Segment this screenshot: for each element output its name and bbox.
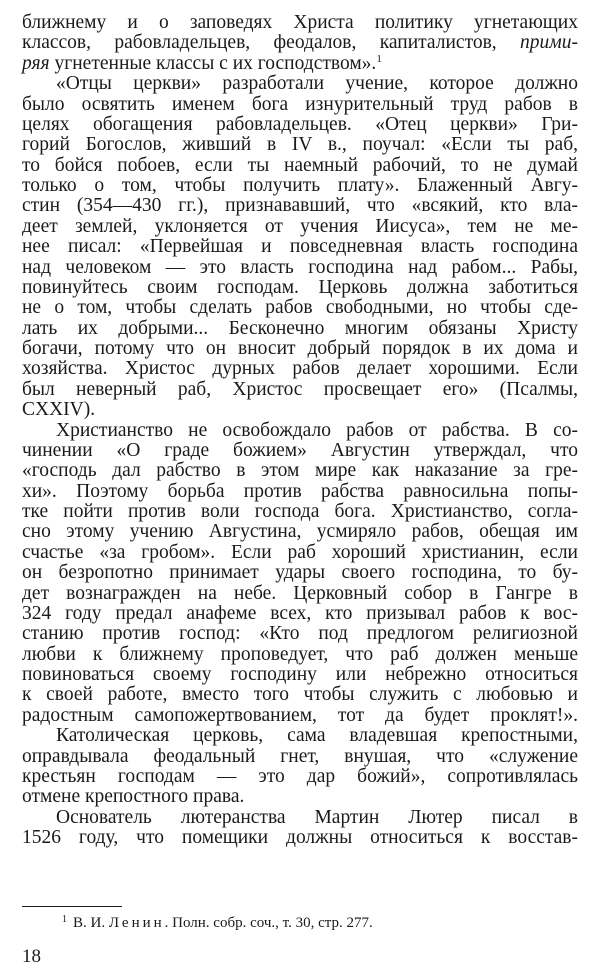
footnote-author-initials: В. И.: [73, 915, 109, 931]
text-line: чинении «О граде божием» Августин утверждал, что: [22, 439, 578, 461]
text-line: не о том, чтобы сделать рабов свободными, но чтобы сде-: [22, 297, 578, 319]
paragraph-start-line: Основатель лютеранства Мартин Лютер писал в: [56, 806, 578, 828]
text-line: к своей работе, вместо того чтобы служить с любовью и: [22, 684, 578, 706]
text-line: ближнему и о заповедях Христа политику угнетающих: [22, 12, 578, 33]
text-line: нее писал: «Первейшая и повседневная власть господина: [22, 236, 578, 258]
text-line: лать их добрыми... Бесконечно многим обязаны Христу: [22, 317, 578, 339]
footnote: [62, 914, 373, 932]
footnote-citation: . Полн. собр. соч., т. 30, стр. 277.: [164, 915, 373, 931]
text-line: отмене крепостного права.: [22, 786, 245, 808]
text-line: 324 году предал анафеме всех, кто призывал рабов к вос-: [22, 602, 578, 624]
text-line: станию против господ: «Кто под предлогом религиозной: [22, 623, 578, 645]
text-line: крестьян господам — это дар божий», сопротивлялась: [22, 765, 578, 787]
paragraph-start-line: «Отцы церкви» разработали учение, которое должно: [56, 73, 578, 95]
text-line: радостным самопожертвованием, тот да будет проклят!».: [22, 704, 578, 726]
paragraph-start-line: Христианство не освобождало рабов от рабства. В со-: [56, 419, 578, 441]
text-line: классов, рабовладельцев, феодалов, капиталистов, прими-: [22, 32, 578, 54]
italic-text: прими-: [520, 32, 578, 54]
text-line: он безропотно принимает удары своего господина, то бу-: [22, 562, 578, 584]
text-line: то бойся побоев, если ты наемный рабочий, то не думай: [22, 154, 578, 176]
text-line: было освятить именем бога изнурительный труд рабов в: [22, 93, 578, 115]
text-line: CXXIV).: [22, 399, 96, 421]
text-line: деет землей, уклоняется от учения Иисуса», тем не ме-: [22, 215, 578, 237]
text-line: богачи, потому что он вносит добрый порядок в их дома и: [22, 338, 578, 359]
text-line: повинуйтесь своим господам. Церковь должна заботиться: [22, 276, 578, 298]
text-line: только о том, чтобы получить плату». Блаженный Авгу-: [22, 175, 578, 196]
body-text: [22, 13, 578, 848]
text-line: ряя угнетенные классы с их господством».$^1$: [22, 52, 382, 74]
footnote-marker: 1: [62, 914, 67, 925]
text-line: хи». Поэтому борьба против рабства равносильна попы-: [22, 480, 578, 502]
text-line: оправдывала феодальный гнет, внушая, что «служение: [22, 745, 578, 767]
text-line: любви к ближнему проповедует, что раб должен меньше: [22, 643, 578, 665]
italic-text: ряя: [22, 52, 50, 74]
footnote-divider: [22, 906, 122, 907]
page-number: 18: [22, 946, 41, 967]
text-line: хозяйства. Христос дурных рабов делает хорошими. Если: [22, 358, 578, 380]
footnote-author-name: Ленин: [108, 915, 165, 931]
text-line: стин (354—430 гг.), признававший, что «всякий, кто вла-: [22, 195, 578, 217]
text-line: счастье «за гробом». Если раб хороший христианин, если: [22, 541, 578, 563]
text-line: дет вознагражден на небе. Церковный собор в Гангре в: [22, 582, 578, 604]
text-line: целях обогащения рабовладельцев. «Отец церкви» Гри-: [22, 113, 578, 135]
text-line: сно этому учению Августина, усмиряло рабов, обещая им: [22, 521, 578, 543]
text-line: горий Богослов, живший в IV в., поучал: «Если ты раб,: [22, 134, 578, 156]
text-line: был неверный раб, Христос просвещает его» (Псалмы,: [22, 378, 578, 400]
text-line: повиноваться своему господину или небрежно относиться: [22, 664, 578, 685]
text-line: тке пойти против воли господа бога. Христианство, согла-: [22, 501, 578, 522]
text-line: над человеком — это власть господина над рабом... Рабы,: [22, 256, 578, 278]
text-line: 1526 году, что помещики должны относиться к восстав-: [22, 827, 578, 848]
text-line: «господь дал рабство в этом мире как наказание за гре-: [22, 460, 578, 482]
footnote-reference: 1: [376, 52, 382, 65]
paragraph-start-line: Католическая церковь, сама владевшая крепостными,: [56, 725, 578, 747]
